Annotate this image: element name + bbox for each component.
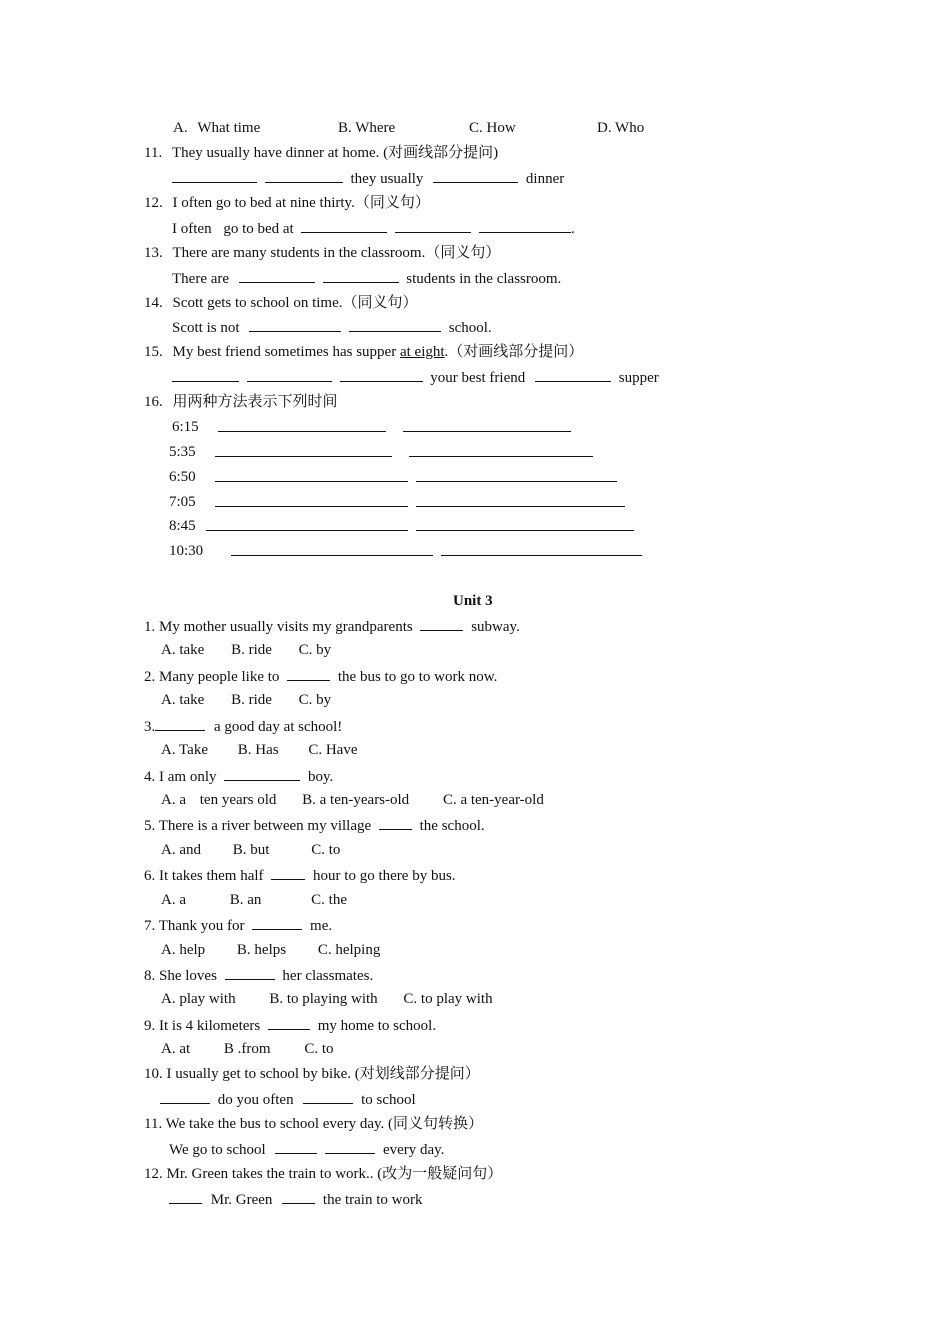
- blank[interactable]: [206, 517, 408, 531]
- answer-line-11: they usually dinner: [172, 169, 564, 188]
- answer-line-15: your best friend supper: [172, 368, 659, 387]
- blank[interactable]: [172, 169, 257, 183]
- answer-line-13: There are students in the classroom.: [172, 271, 562, 287]
- blank[interactable]: [275, 1140, 317, 1154]
- unit3-options-7: A. help B. helps C. helping: [161, 942, 381, 958]
- blank[interactable]: [416, 517, 634, 531]
- q10-option-b: B. Where: [338, 120, 396, 136]
- blank[interactable]: [301, 219, 387, 233]
- blank[interactable]: [160, 1090, 210, 1104]
- unit3-options-1: A. take B. ride C. by: [161, 642, 332, 658]
- question-14: 14. Scott gets to school on time.（同义句）: [144, 295, 418, 311]
- unit3-question-6: 6. It takes them half hour to go there by bus.: [144, 868, 456, 884]
- answer-line-unit3-12: Mr. Green the train to work: [169, 1190, 422, 1209]
- unit3-options-3: A. Take B. Has C. Have: [161, 742, 358, 758]
- unit3-question-3: 3. a good day at school!: [144, 719, 343, 735]
- answer-line-12: I often go to bed at .: [172, 221, 575, 237]
- blank[interactable]: [379, 816, 412, 830]
- unit3-options-2: A. take B. ride C. by: [161, 692, 332, 708]
- blank[interactable]: [247, 368, 332, 382]
- unit3-options-8: A. play with B. to playing with C. to play with: [161, 991, 493, 1007]
- section-title: Unit 3: [453, 593, 493, 609]
- time-blank-row: [231, 542, 642, 561]
- blank[interactable]: [433, 169, 518, 183]
- question-12: 12. I often go to bed at nine thirty.（同义句）: [144, 195, 430, 211]
- unit3-question-9: 9. It is 4 kilometers my home to school.: [144, 1018, 437, 1034]
- blank[interactable]: [224, 767, 300, 781]
- unit3-question-8: 8. She loves her classmates.: [144, 968, 374, 984]
- unit3-question-4: 4. I am only boy.: [144, 769, 334, 785]
- blank[interactable]: [231, 542, 433, 556]
- blank[interactable]: [349, 318, 441, 332]
- unit3-question-12: 12. Mr. Green takes the train to work.. (改为一般疑问句）: [144, 1166, 503, 1182]
- blank[interactable]: [420, 617, 463, 631]
- blank[interactable]: [340, 368, 423, 382]
- unit3-options-6: A. a B. an C. the: [161, 892, 348, 908]
- blank[interactable]: [215, 493, 408, 507]
- q10-options: A. What time: [173, 120, 261, 136]
- blank[interactable]: [271, 866, 305, 880]
- blank[interactable]: [416, 468, 617, 482]
- blank[interactable]: [535, 368, 611, 382]
- blank[interactable]: [323, 269, 399, 283]
- time-row: 7:05: [169, 494, 196, 510]
- answer-line-14: Scott is not school.: [172, 320, 492, 336]
- answer-line-unit3-11: We go to school every day.: [169, 1142, 445, 1158]
- blank[interactable]: [416, 493, 625, 507]
- question-15: 15. My best friend sometimes has supper at eight.（对画线部分提问）: [144, 344, 584, 360]
- blank[interactable]: [252, 916, 302, 930]
- blank[interactable]: [409, 443, 593, 457]
- time-blank-row: [218, 418, 571, 437]
- blank[interactable]: [287, 667, 330, 681]
- time-row: 8:45: [169, 518, 196, 534]
- unit3-options-9: A. at B .from C. to: [161, 1041, 334, 1057]
- blank[interactable]: [225, 966, 275, 980]
- unit3-question-1: 1. My mother usually visits my grandparents subway.: [144, 619, 520, 635]
- unit3-question-2: 2. Many people like to the bus to go to work now.: [144, 669, 498, 685]
- blank[interactable]: [172, 368, 239, 382]
- time-row: 10:30: [169, 543, 204, 559]
- blank[interactable]: [282, 1190, 315, 1204]
- blank[interactable]: [218, 418, 386, 432]
- blank[interactable]: [325, 1140, 375, 1154]
- blank[interactable]: [239, 269, 315, 283]
- blank[interactable]: [403, 418, 571, 432]
- unit3-options-5: A. and B. but C. to: [161, 842, 341, 858]
- unit3-question-5: 5. There is a river between my village the school.: [144, 818, 485, 834]
- blank[interactable]: [395, 219, 471, 233]
- time-blank-row: [206, 517, 634, 536]
- question-16: 16. 用两种方法表示下列时间: [144, 394, 338, 410]
- blank[interactable]: [479, 219, 571, 233]
- blank[interactable]: [303, 1090, 353, 1104]
- q10-option-c: C. How: [469, 120, 516, 136]
- unit3-options-4: A. a ten years old B. a ten-years-old C. a ten-year-old: [161, 792, 544, 808]
- unit3-question-11: 11. We take the bus to school every day. (同义句转换）: [144, 1116, 484, 1132]
- unit3-question-10: 10. I usually get to school by bike. (对划线部分提问）: [144, 1066, 480, 1082]
- blank[interactable]: [265, 169, 343, 183]
- question-13: 13. There are many students in the classroom.（同义句）: [144, 245, 501, 261]
- question-11: 11. They usually have dinner at home. (对画线部分提问): [144, 145, 499, 161]
- blank[interactable]: [169, 1190, 202, 1204]
- time-blank-row: [215, 468, 617, 487]
- q10-option-d: D. Who: [597, 120, 645, 136]
- time-blank-row: [215, 443, 593, 462]
- time-row: 6:15: [172, 419, 199, 435]
- answer-line-unit3-10: do you often to school: [160, 1090, 416, 1109]
- blank[interactable]: [215, 468, 408, 482]
- blank[interactable]: [155, 717, 205, 731]
- time-blank-row: [215, 493, 625, 512]
- blank[interactable]: [268, 1016, 310, 1030]
- blank[interactable]: [249, 318, 341, 332]
- time-row: 5:35: [169, 444, 196, 460]
- unit3-question-7: 7. Thank you for me.: [144, 918, 333, 934]
- blank[interactable]: [215, 443, 392, 457]
- time-row: 6:50: [169, 469, 196, 485]
- blank[interactable]: [441, 542, 642, 556]
